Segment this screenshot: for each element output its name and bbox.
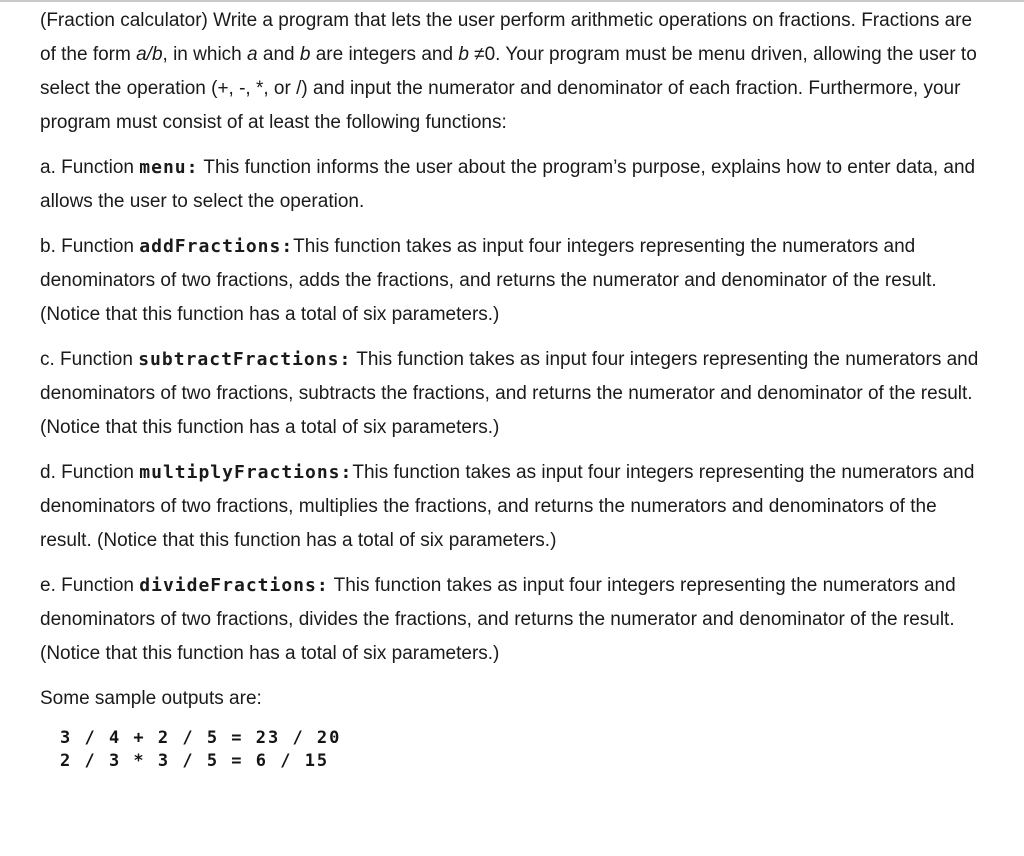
item-label: a. Function (40, 157, 140, 178)
item-b-paragraph (40, 230, 986, 332)
item-label: d. Function (40, 462, 140, 483)
samples-heading: Some sample outputs are: (40, 688, 262, 709)
text-run: , in which (162, 44, 248, 65)
inline-code-addfractions: addFractions: (139, 236, 294, 257)
text-run: This function informs the user about the program’s purpose, explains how to enter data, and allows the user to select the operation. (40, 157, 976, 212)
intro-paragraph (40, 4, 986, 140)
inline-code-dividefractions: divideFractions: (139, 575, 329, 596)
item-a-paragraph (40, 151, 986, 219)
text-run: (Fraction calculator) Write a program that lets the user perform arithmetic operations on fractions. Fractions are of the form (40, 10, 973, 65)
text-run: are integers and (310, 44, 459, 65)
math-var-a: a (247, 44, 258, 65)
item-label: c. Function (40, 349, 139, 370)
inline-code-menu: menu: (139, 157, 199, 178)
text-run: This function takes as input four integers representing the numerators and denominators of two fractions, adds the fractions, and returns the numerator and denominator of the result. (Notice that this function has a total of six parameters.) (40, 236, 937, 325)
item-label: e. Function (40, 575, 140, 596)
inline-code-subtractfractions: subtractFractions: (138, 349, 352, 370)
item-label: b. Function (40, 236, 140, 257)
math-var-b: b (299, 44, 311, 65)
sample-output-line: 3 / 4 + 2 / 5 = 23 / 20 (60, 728, 342, 748)
text-run: ≠0. Your program must be menu driven, allowing the user to select the operation (+, -, *, or /) and input the numerator and denominator of each fraction. Furthermore, your program must consist of at least the following functions: (40, 44, 977, 133)
inline-code-multiplyfractions: multiplyFractions: (139, 462, 353, 483)
sample-output-block (40, 727, 986, 773)
sample-output-line: 2 / 3 * 3 / 5 = 6 / 15 (60, 751, 330, 771)
item-c-paragraph (40, 343, 986, 445)
item-d-paragraph (40, 456, 986, 558)
text-run: This function takes as input four integers representing the numerators and denominators of two fractions, divides the fractions, and returns the numerator and denominator of the result. (Notice that this function has a total of six parameters.) (40, 575, 956, 664)
math-var-ab: a/b (136, 44, 163, 65)
document-page (0, 2, 1024, 773)
item-e-paragraph (40, 569, 986, 671)
text-run: This function takes as input four integers representing the numerators and denominators of two fractions, subtracts the fractions, and returns the numerator and denominator of the result. (Notice that this function has a total of six parameters.) (40, 349, 979, 438)
text-run: This function takes as input four integers representing the numerators and denominators of two fractions, multiplies the fractions, and returns the numerators and denominators of the result. (Notice that this function has a total of six parameters.) (40, 462, 975, 551)
math-var-b: b (458, 44, 469, 65)
text-run: and (257, 44, 300, 65)
